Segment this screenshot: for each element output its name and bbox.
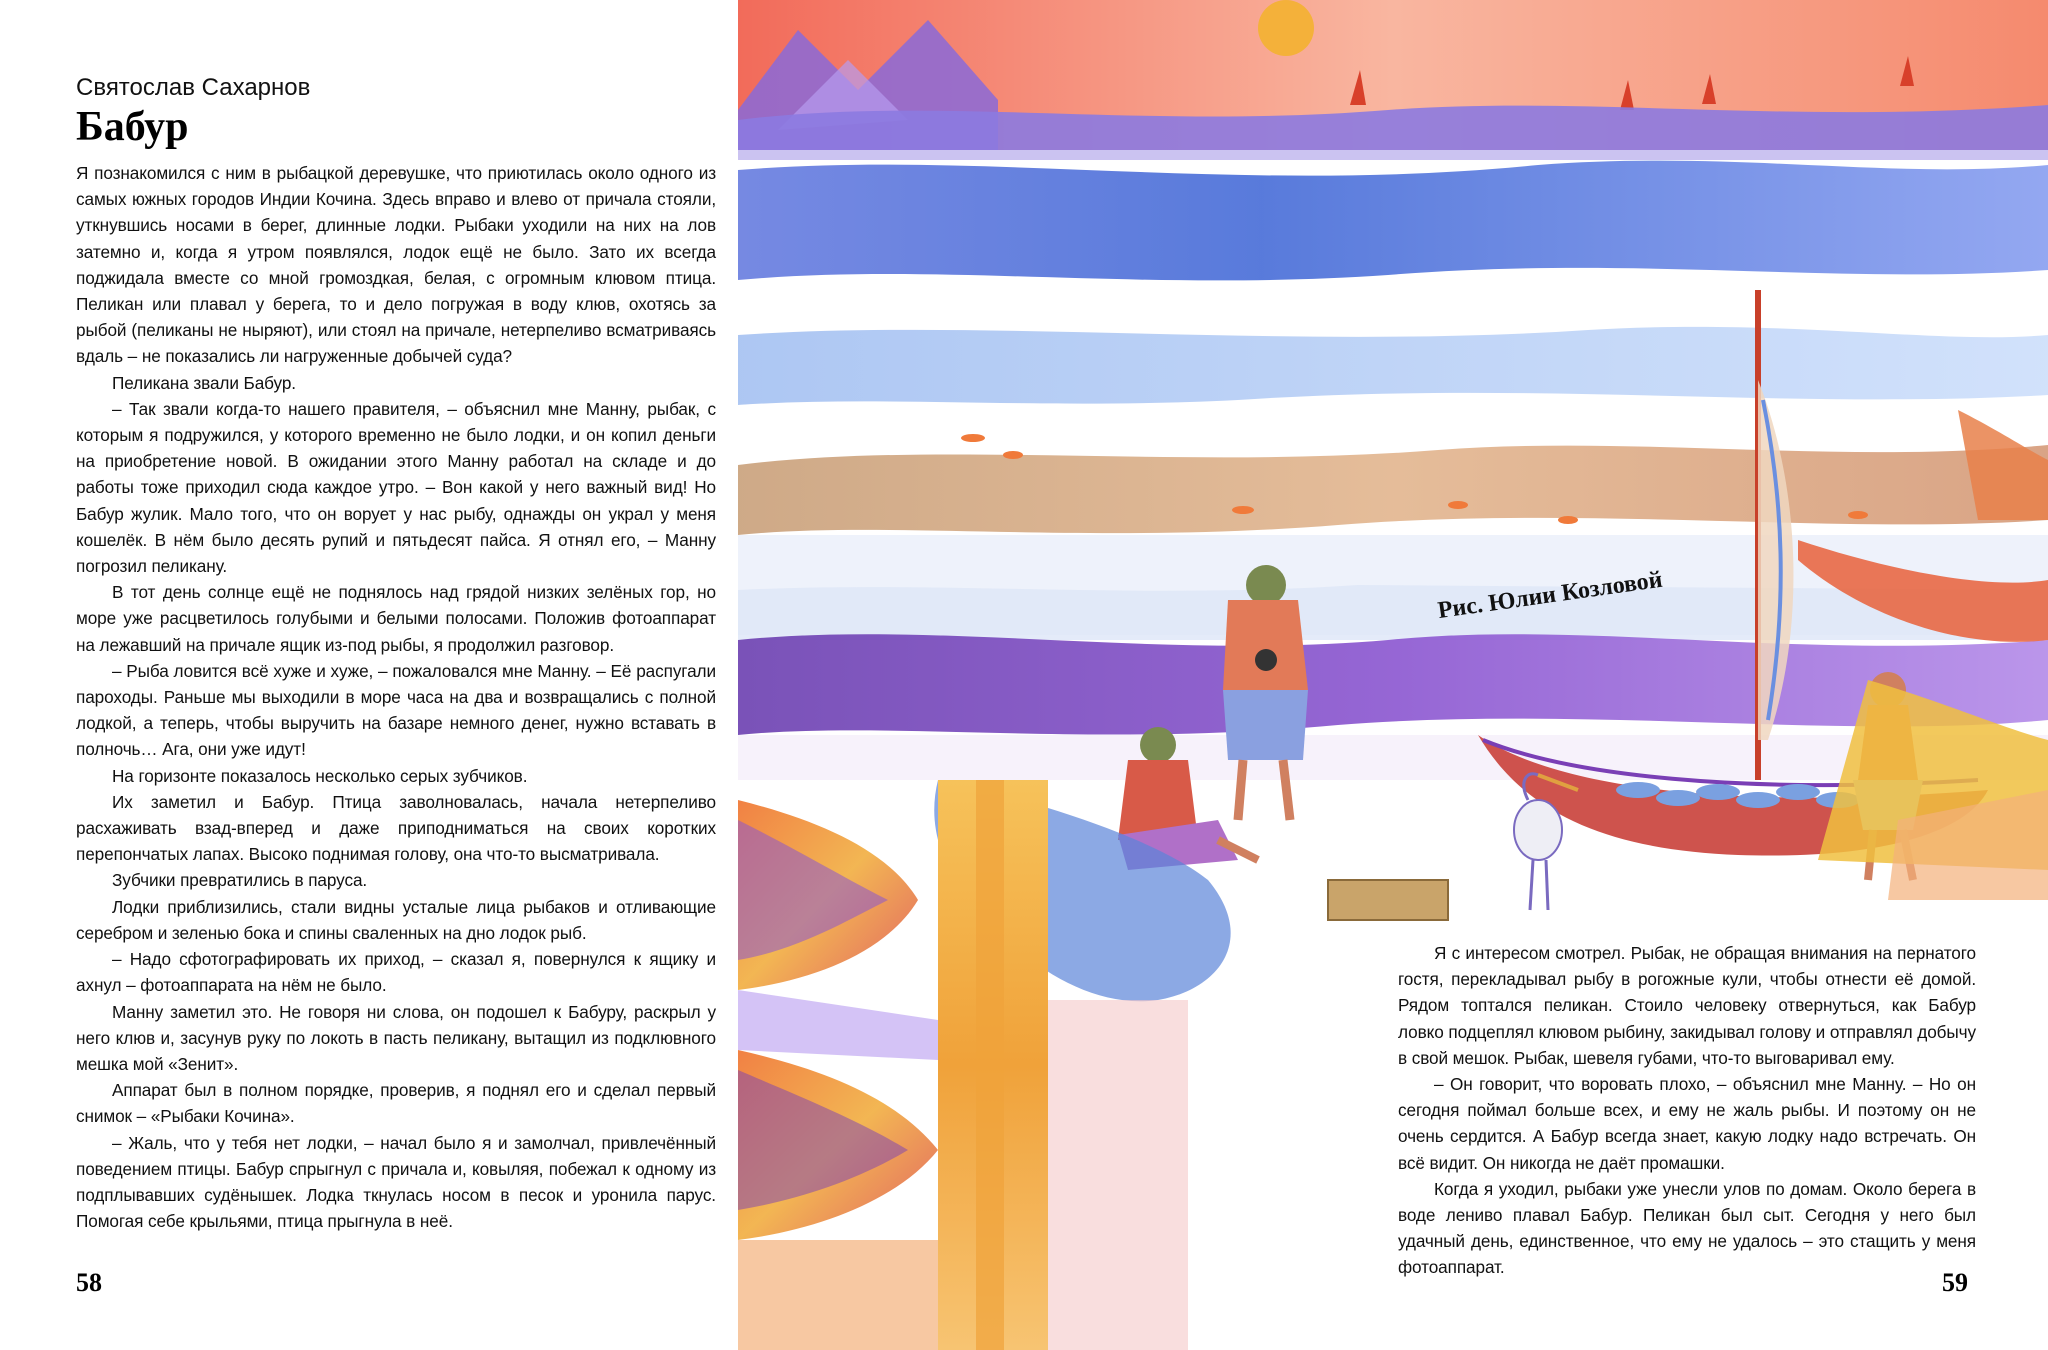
paragraph: Пеликана звали Бабур. bbox=[112, 372, 296, 393]
paragraph: Зубчики превратились в паруса. bbox=[112, 870, 368, 891]
fish-crate bbox=[1328, 880, 1448, 920]
paragraph: – Жаль, что у тебя нет лодки, – начал было я и замолчал, привлечённый поведением птицы. Бабур спрыгнул с причала и, ковыляя, побежал к одному из подплывавших судёнышек. Лодка ткнулась носом в песок и уронила парус. Помогая себе крыльями, птица прыгнула в неё. bbox=[76, 1132, 716, 1232]
paragraph: Их заметил и Бабур. Птица заволновалась, начала нетерпеливо расхаживать взад-вперед и даже приподниматься на своих коротких перепончатых лапах. Высоко поднимая голову, она что-то высматривала. bbox=[76, 791, 716, 865]
paragraph: Когда я уходил, рыбаки уже унесли улов по домам. Около берега в воде лениво плавал Бабур. Пеликан был сыт. Сегодня у него был удачный день, единственное, что ему не удалось – это стащить у меня фотоаппарат. bbox=[1398, 1178, 1976, 1278]
illustration-credit: Рис. Юлии Козловой bbox=[1436, 566, 1664, 625]
paragraph: Я с интересом смотрел. Рыбак, не обращая внимания на пернатого гостя, перекладывал рыбу в рогожные кули, чтобы отнести её домой. Рядом топтался пеликан. Стоило человеку отвернуться, как Бабур ловко подцеплял клювом рыбину, закидывал голову и отправлял добычу в свой мешок. Рыбак, шевеля губами, что-то выговаривал ему. bbox=[1398, 943, 1976, 1068]
paragraph: Аппарат был в полном порядке, проверив, я поднял его и сделал первый снимок – «Рыбаки Кочина». bbox=[76, 1080, 716, 1127]
left-text-column bbox=[76, 74, 716, 1234]
right-text-column bbox=[1398, 940, 1976, 1281]
left-page bbox=[0, 0, 738, 1350]
story-title: Бабур bbox=[76, 104, 189, 150]
page-number-right: 59 bbox=[1942, 1268, 1968, 1297]
paragraph: Я познакомился с ним в рыбацкой деревушке, что приютилась около одного из самых южных городов Индии Кочина. Здесь вправо и влево от причала стояли, уткнувшись носами в берег, длинные лодки. Рыбаки уходили на них на лов затемно и, когда я утром появлялся, лодок ещё не было. Зато их всегда поджидала вместе со мной громоздкая, белая, с огромным клювом птица. Пеликан или плавал у берега, то и дело погружая в воду клюв, охотясь за рыбой (пеликаны не ныряют), или стоял на причале, нетерпеливо всматриваясь вдаль – не показались ли нагруженные добычей суда? bbox=[76, 163, 716, 367]
paragraph: – Надо сфотографировать их приход, – сказал я, повернулся к ящику и ахнул – фотоаппарата на нём не было. bbox=[76, 949, 716, 996]
paragraph: – Он говорит, что воровать плохо, – объяснил мне Манну. – Но он сегодня поймал больше всех, и ему не жаль рыбы. И поэтому он не очень сердится. А Бабур всегда знает, какую лодку надо встречать. Он всё видит. Он никогда не даёт промашки. bbox=[1398, 1074, 1976, 1173]
paragraph: Лодки приблизились, стали видны усталые лица рыбаков и отливающие серебром и зеленью бока и спины сваленных на дно лодок рыб. bbox=[76, 896, 716, 943]
paragraph: В тот день солнце ещё не поднялось над грядой низких зелёных гор, но море уже расцветилось голубыми и белыми полосами. Положив фотоаппарат на лежавший на причале ящик из-под рыбы, я продолжил разговор. bbox=[76, 582, 716, 655]
sun bbox=[1258, 0, 1314, 56]
paragraph: Манну заметил это. Не говоря ни слова, он подошел к Бабуру, раскрыл у него клюв и, засунув руку по локоть в пасть пеликану, вытащил из подклювного мешка мой «Зенит». bbox=[76, 1001, 716, 1074]
camera-icon bbox=[1255, 649, 1277, 671]
author-name: Святослав Сахарнов bbox=[76, 74, 311, 101]
paragraph: – Рыба ловится всё хуже и хуже, – пожаловался мне Манну. – Её распугали пароходы. Раньше мы выходили в море часа на два и возвращались с полной лодкой, а теперь, чтобы выручить на базаре немного денег, нужно вставать в полночь… Ага, они уже идут! bbox=[76, 660, 716, 760]
page-number-left: 58 bbox=[76, 1268, 102, 1297]
standing-man-figure bbox=[1223, 565, 1308, 820]
paragraph: На горизонте показалось несколько серых зубчиков. bbox=[112, 765, 528, 786]
paragraph: – Так звали когда-то нашего правителя, – объяснил мне Манну, рыбак, с которым я подружился, у которого временно не было лодки, и он копил деньги на приобретение новой. В ожидании этого Манну работал на складе и до работы тоже приходил сюда каждое утро. – Вон какой у него важный вид! Но Бабур жулик. Мало того, что он ворует у нас рыбу, однажды он украл у меня кошелёк. В нём было десять рупий и пятьдесят пайса. Я отнял его, – Манну погрозил пеликану. bbox=[76, 398, 716, 577]
